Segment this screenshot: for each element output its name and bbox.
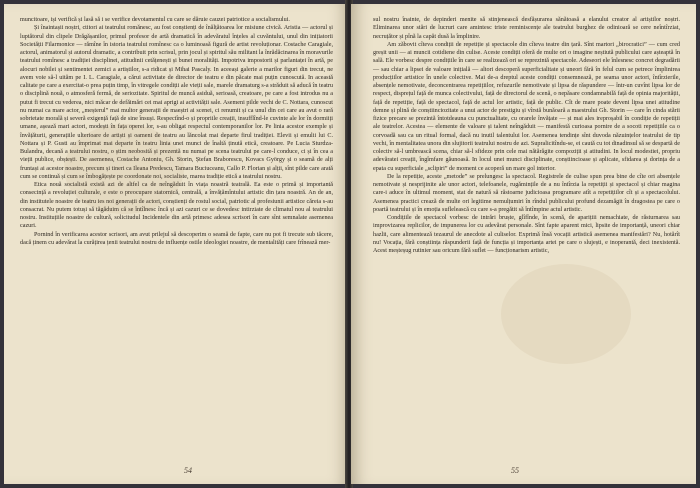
page-number-right: 55 — [511, 466, 519, 475]
page-number-left: 54 — [184, 466, 192, 475]
left-paragraph-1: muncitoare, iși verifică și lasă să i se verifice devotamentul cu care se dăruie cauzei patriotice a socialismului. — [20, 17, 290, 23]
right-paragraph-1: sul nostru înainte, de depinderi menite să stinjenească desfășurarea sănătoasă a elanului creator al artiștilor noștri. Eliminarea unor stări de lucruri care amintesc triste reminiscențe ale teatrului burghez de odinioară se cere neîntîrziat, necruțător și pînă la capăt dusă la împlinire. — [373, 17, 680, 40]
right-page-text — [373, 16, 680, 255]
left-page-text — [20, 16, 333, 247]
left-paragraph-4: Pornind în verificarea acestor scrisori, am avut prilejul să descoperim o seamă de fapte, care nu pot fi trecute sub tăcere, dacă ținem cu adevărat la curățirea țenii teatrului nostru de influențe ostile ideologiei noastre, de mentalități care frînează mer- — [20, 231, 333, 246]
left-page — [4, 4, 347, 484]
right-paragraph-4: Condițiile de spectacol vorbesc de intrări bruște, glîfînde, în scenă, de aparițiii nemachiate, de răsturnarea sau improvizarea replicilor, de impunerea lor cu adevărat personale. Sînt fapte aparent mici, lipsite de importanță, uneori chiar hazlii, care alimentează tezaurul de anecdote al culiselor. Exprimă însă vocații artistică asemenea manifestări? Nu, hotărît nu! Vocația, fără conștiința răspunderii față de funcția și importanța artei pe care o slujești, e inoperantă, deci inexistentă. Acest meșteșug rutinier sau oricum fără suflet — funcționarism artistic, — [373, 215, 680, 254]
left-paragraph-3: Etica nouă socialistă există azi de altfel ca de neîngăduit în viața noastră teatrală. Ea este o primă și importantă consecință a revoluției culturale, e este o preocupare statornică, centrală, a învățămîntului artistic din țara noastră. An de an, din institutele noastre de teatru ies noi generații de actori, conștienți de rostul social, patriotic al profesiunii artistice căreia s-au consacrat. Nu putem totuși să tăgăduim că se întîlnesc încă și azi cazuri ce se dovedesc intirziate de climatul nou al teatrului nostru. Instituțiile noastre de cultură, solicitudul Incidentele din artă primesc adesea scrisori în care sînt semnalate asemenea cazuri. — [20, 182, 333, 230]
left-paragraph-2: Și înaintașii noștri, ctitori ai teatrului romănesc, au fost conștienți de înălțătoarea lor misiune civică. Aristia — actorul și luptătorul din clipele Drăgășanilor, primul profesor de artă dramatică în adevăratul înțeles al cuvăntului, unul din inițiatorii Societății Filarmonice — rămîne în istoria teatrului romînesc ca o luminoasă figură de artist revoluționar. Costache Caragiale, actorul, animatorul și autorul dramatic, a contribuit prin scrisul, prin jocul și spiritul său militant la înrădăcinarea în moravurile teatrului romînesc a tradiției disciplinei, atitudinii cetățenești și bunei moralități. Impotriva impostorii și parlantaței în artă, pe alocuri nobilei și sentimentei zemici a artiștilor, s-a ridicat și Mihai Pascaly. In aceeași galerie a marilor figuri din trecut, ne avem voie să-l uităm pe I. L. Caragiale, a cărui activitate de director de teatru e din păcate mai puțin cunoscută. In această calitate pe care a exercitat-o prea puțin timp, în vitregele condiții ale vieții sale, marele dramaturg s-a străduit să aducă în teatru o disciplină nouă, o atmosferă fermă, de seriozitate. Spiritul de muncă asiduă, serioasă, creatoare, pe care a fost introdus nu a putut fi trecut cu vederea, nici măcar de defăimări cei mai aprigi ai activității sale. Asemeni pilde vechi de C. Nottara, cunoscut nu numai ca mare actor, „meșterul” mai multor generații de maeștri ai scenei, ci renumit și ca unul din cei care au avut o rară sobrietate morală și severă exigență față de sine însuși. Respectînd-o și propriile creații, insufflînd-le cuvinte ale lor în dormiiți umane, așează mari actori, modești în fața operei lor, s-au obligat respectul contemporanilor lor. Pe linia acestor exemple și învățăturii, generațiile ulterioare de artiști și oameni de teatru au lăncolat mai departe firul tradiției. Elevii și emulii lui C. Nottara și P. Gusti au împrimat mai departe în teatru linia unei munci de înaltă ținută etică, creatoare. Pe Lucia Sturdza-Bulandra, decană a teatrului nostru, o știm neobosită și prezentă nu numai pe scena teatrului pe care-l conduce, ci și în cea a vieții publice, obștești. De asemenea, Costache Antoniu, Gh. Storin, Ștefan Braborescu, Kovacs György și o seamă de alți fruntași ai acestor noastre, precum și tineri ca Ileana Predescu, Tamara Buciuceanu, Callo P. Florian și alții, sînt pilde care arată cum se continuă și cum se îmbogățește pe coordonate noi, socialiste, marea tradiție etică a teatrului nostru. — [20, 25, 333, 180]
right-paragraph-3: De la repetiție, aceste „metode” se prelungesc la spectacol. Registrele de culise spun prea bine de cîte ori absențele nemotivate și nesprijinite ale unor actori, telefoanele, rugămințile de a nu întîrzia la repetiții și spectacol și chiar magina care-i aduce în ultimul moment, stat de natură să răstoarne judicioasa programare atît a repetițiilor cît și a spectacolului. Asemenea practici crează de multe ori legitime nemulțumiri în rîndul publicului profund dezamăgit în dragostea pe care o poartă teatrului și în emoția suflelească cu care s-a pregătit să întîmpine actul artistic. — [373, 173, 680, 213]
right-page — [351, 4, 696, 484]
right-paragraph-2: Am zăbovit cîteva condiții de repetiție și spectacole din cîteva teatre din țară. Sînt martori „birocratici” — cum cred greșit unii — ai muncii cotidiene din culise. Aceste condiții oferă de multe ori o imagine neștiută publicului care așteaptă în sală. Ele vorbesc despre condițiile în care se realizează ori se reprezintă spectacole. Adeseori ele înlesnesc concret degradării — sau chiar a lipsei de valoare inițială — altori descoperă superficialitate și uneori fără în felul cum se petrece împlinirea producțiilor artistice în unele colective. Mai de-a dreptul aceste condiții consemnează, pe seama unor actori, întîrzierile, absențele nemotivate, deconcentrarea repetițiilor, refuzurile nemotivate și lipsa de răspundere — într-un cuvînt lipsa lor de respect, disprețul față de munca colectivului, față de directorul de scenă, o nepăsare condamnabilă față de opinia majorității, față de repetiție, față de spectacol, față de actul lor artistic, față de public. Cît de mare poate deveni lipsa unei atitudine demne și plină de conștiinciozitate a unui actor de prestigiu și vîrstă bunăoară a maestrului Gh. Storin — care în cinda stării fizice precare se prezintă întotdeauna cu punctualitate, cu orarele învățate — și mai ales ireproșabil în condiție de repetiții ale teatrelor. Acestea — elemente de valoare și talent neîngăduit — manifestă curioasa pornire de a socoti repetițiile ca o corvoadă sau ca un ritual formal, dacă nu inutil talentului lor. Asemenea tendințe sînt duvoda năzuințelor teatrului de tip vechi, în mentalitatea unora din slujitorii teatrului nostru de azi. Supralicitîndu-se, ei caută cu tot dinadinsul să se despartă de colectiv să-l umbrească scena, chiar să-l sfideze prin cele mai nătărăgite compoziții și atitudini. In locul modestiei, propriu adevăratei creații, îngîmfare găunoasă. In locul unei munci disciplinate, conștiincioase și aplicate, sfidarea și dorința de a epata cu superficiale „sclipiri” de moment ce acoperă un mare gol interior. — [373, 41, 680, 172]
paper-stain — [501, 264, 631, 364]
